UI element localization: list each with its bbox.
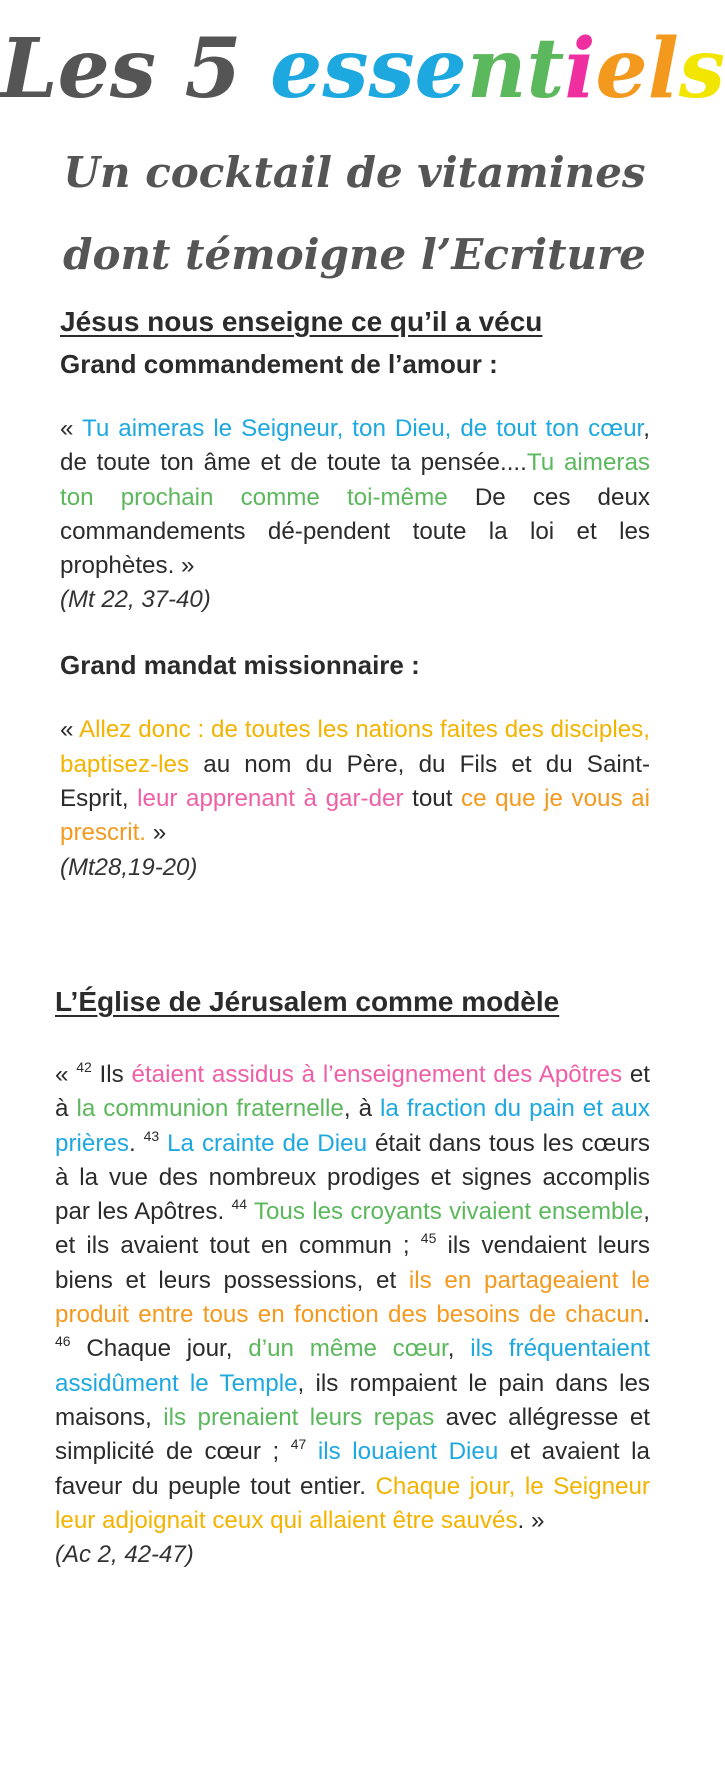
title-letter: i — [564, 21, 596, 117]
highlighted-phrase: d’un même cœur — [248, 1335, 448, 1363]
highlighted-phrase: ce que je vous ai prescrit. — [60, 785, 650, 847]
quote-text: « — [55, 1061, 77, 1088]
quote-text: et à — [55, 1061, 650, 1123]
highlighted-phrase: étaient assidus à l’enseignement des Apôtres — [131, 1061, 623, 1088]
quote-text: et avaient la faveur du peuple tout entier. — [55, 1438, 650, 1500]
title-letter: s — [678, 21, 725, 117]
title-letter: e — [270, 21, 323, 117]
quote-text: . » — [517, 1506, 545, 1534]
highlighted-phrase: La crainte de Dieu — [167, 1129, 368, 1157]
highlighted-phrase: Allez donc : de toutes les nations faites des disciples, baptisez-les — [60, 716, 650, 778]
page-title — [0, 21, 725, 117]
section-jesus — [60, 302, 650, 885]
quote-text: avec allégresse et simplicité de cœur ; — [55, 1403, 650, 1466]
verse-number: 44 — [231, 1196, 248, 1213]
verse-number: 42 — [76, 1059, 92, 1075]
quote-text: . — [643, 1301, 650, 1329]
title-lead: Les 5 — [0, 21, 271, 117]
quote-text — [306, 1438, 318, 1465]
quote-text: , — [447, 1335, 471, 1363]
quote-text: Ils — [91, 1061, 132, 1088]
title-letter: s — [368, 21, 415, 117]
title-letter: e — [414, 21, 467, 117]
quote-text: « — [60, 415, 82, 442]
scripture-quote — [55, 1058, 650, 1538]
scripture-reference: (Mt 22, 37-40) — [60, 586, 211, 614]
quote-text: au nom du Père, du Fils et du Saint-Esprit, — [60, 750, 650, 813]
quote-text: » — [146, 819, 167, 847]
section-jerusalem — [55, 982, 650, 1572]
subtitle-line-2: dont témoigne l’Ecriture — [63, 230, 646, 279]
title-letter: s — [322, 21, 369, 117]
scripture-reference: (Ac 2, 42-47) — [55, 1541, 194, 1569]
quote-text: tout — [403, 785, 462, 813]
verse-number: 45 — [420, 1230, 437, 1247]
subsection-title: Grand mandat missionnaire : — [60, 650, 420, 681]
highlighted-phrase: Chaque jour, le Seigneur leur adjoignait ceux qui allaient être sauvés — [55, 1472, 650, 1534]
quote-text: Chaque jour, — [70, 1335, 249, 1363]
title-letter: l — [647, 21, 679, 117]
scripture-quote — [60, 713, 650, 850]
quote-text: « — [60, 716, 79, 744]
highlighted-phrase: la fraction du pain et aux prières — [55, 1095, 650, 1157]
highlighted-phrase: Tu aimeras ton prochain comme toi-même — [60, 449, 650, 511]
verse-number: 47 — [290, 1436, 307, 1453]
highlighted-phrase: ils fréquentaient assidûment le Temple — [55, 1335, 651, 1397]
quote-text: De ces deux commandements dé-​pendent toute la loi et les prophètes. » — [60, 483, 650, 580]
section-heading: Jésus nous enseigne ce qu’il a vécu — [60, 306, 543, 337]
highlighted-phrase: leur apprenant à gar-​der — [137, 785, 404, 813]
quote-text: était dans tous les cœurs à la vue des nombreux prodiges et signes accomplis par les Apôtres. — [55, 1129, 650, 1226]
title-letter: n — [466, 21, 527, 117]
section-heading: L’Église de Jérusalem comme modèle — [55, 986, 560, 1017]
quote-text: , ils rompaient le pain dans les maisons, — [55, 1369, 650, 1431]
highlighted-phrase: Tu aimeras le Seigneur, ton Dieu, de tout ton cœur — [82, 415, 644, 442]
quote-text — [247, 1198, 254, 1225]
scripture-quote — [60, 412, 650, 583]
title-letter: e — [595, 21, 648, 117]
highlighted-phrase: la communion fraternelle — [76, 1095, 344, 1123]
verse-number: 43 — [143, 1127, 160, 1144]
quote-text: , de toute ton âme et de toute ta pensée.... — [60, 415, 650, 477]
quote-text: ils vendaient leurs biens et leurs possessions, et — [55, 1232, 650, 1294]
subsection-title: Grand commandement de l’amour : — [60, 349, 498, 379]
scripture-reference: (Mt28,19-20) — [60, 853, 198, 881]
quote-text — [159, 1130, 167, 1157]
highlighted-phrase: Tous les croyants vivaient ensemble — [253, 1198, 644, 1226]
verse-number: 46 — [55, 1333, 71, 1350]
title-letter: t — [526, 21, 565, 117]
highlighted-phrase: ils prenaient leurs repas — [163, 1403, 435, 1431]
quote-text: . — [128, 1129, 144, 1157]
highlighted-phrase: ils louaient Dieu — [317, 1438, 499, 1466]
quote-text: , et ils avaient tout en commun ; — [55, 1198, 650, 1260]
subtitle-line-1: Un cocktail de vitamines — [63, 148, 646, 197]
quote-text: , à — [343, 1095, 381, 1123]
title-highlight-word — [270, 21, 725, 117]
highlighted-phrase: ils en partageaient le produit entre tous en fonction des besoins de chacun — [55, 1266, 650, 1329]
